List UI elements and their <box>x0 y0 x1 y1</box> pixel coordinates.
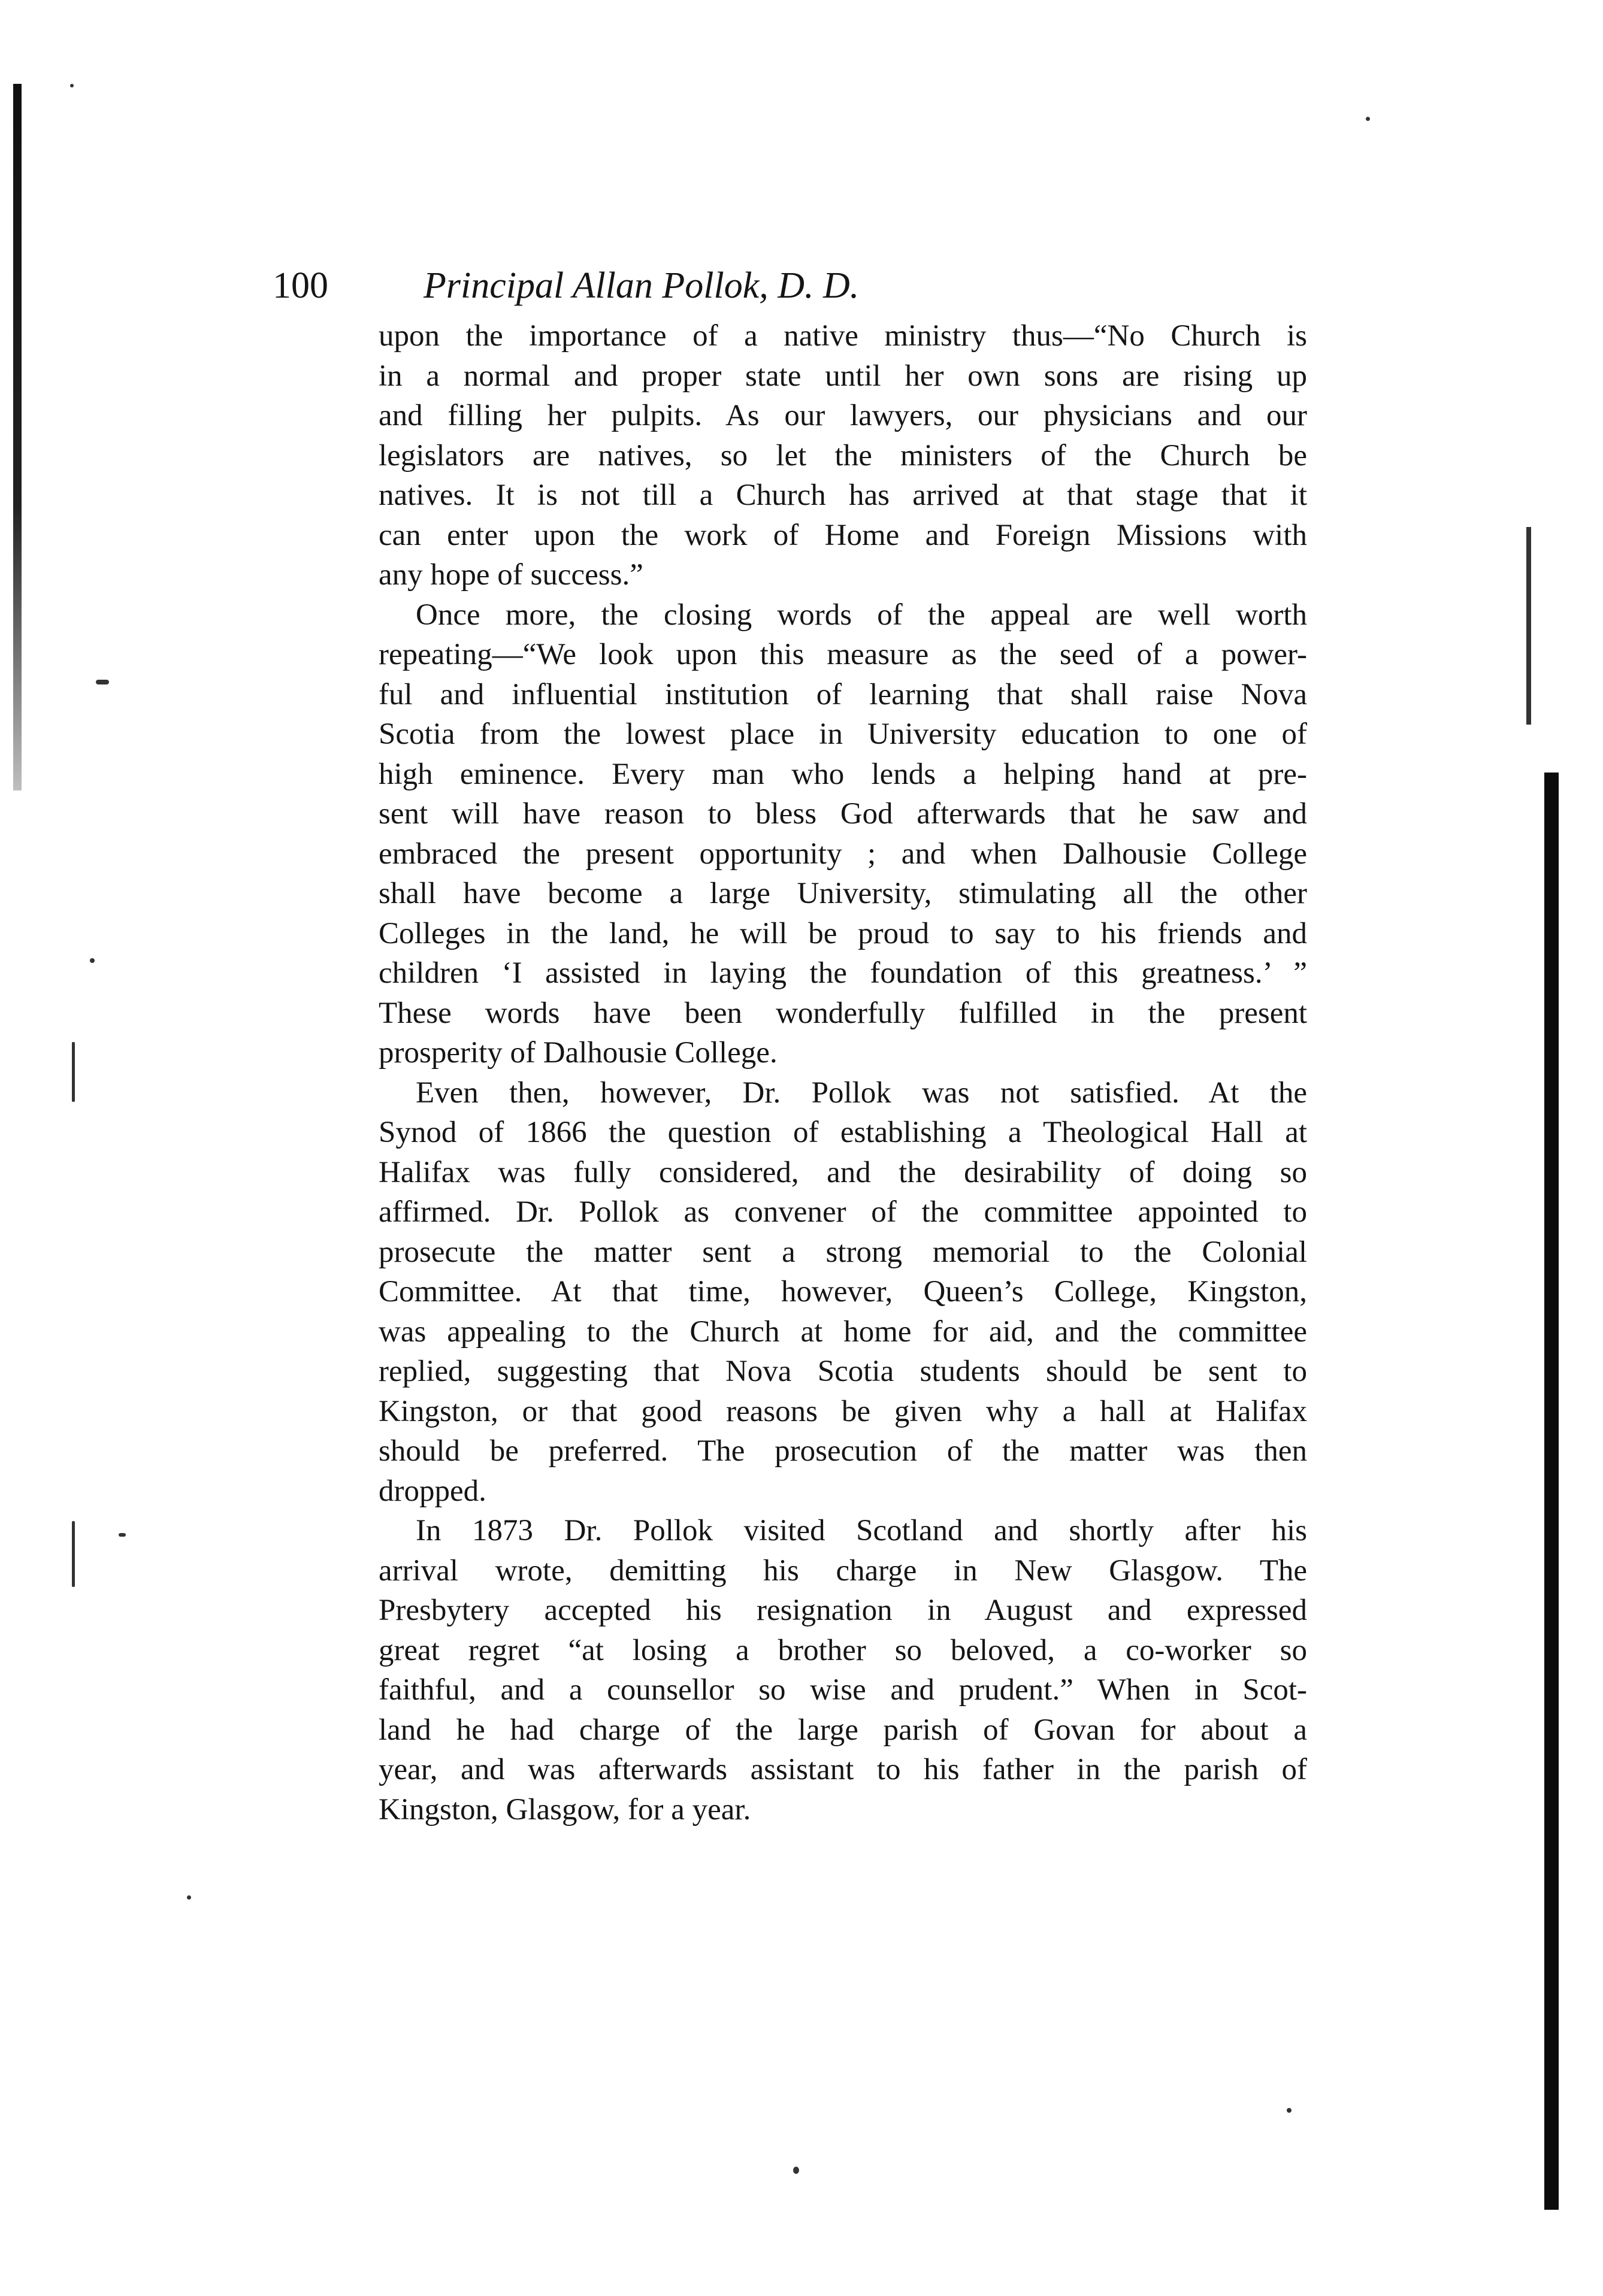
text-line: In 1873 Dr. Pollok visited Scotland and shortly after his <box>416 1514 1307 1547</box>
text-line: Halifax was fully considered, and the desirability of doing so <box>379 1155 1307 1189</box>
body-text <box>379 316 1307 1829</box>
text-line: natives. It is not till a Church has arrived at that stage that it <box>379 478 1307 512</box>
text-line: land he had charge of the large parish of Govan for about a <box>379 1713 1307 1747</box>
text-line: ful and influential institution of learning that shall raise Nova <box>379 677 1307 711</box>
text-line: Colleges in the land, he will be proud to say to his friends and <box>379 916 1307 950</box>
text-line: Kingston, Glasgow, for a year. <box>379 1792 751 1826</box>
text-line: prosecute the matter sent a strong memorial to the Colonial <box>379 1235 1307 1269</box>
text-line: was appealing to the Church at home for aid, and the committee <box>379 1314 1307 1349</box>
text-line: legislators are natives, so let the ministers of the Church be <box>379 438 1307 472</box>
text-line: children ‘I assisted in laying the foundation of this greatness.’ ” <box>379 956 1307 990</box>
scan-speck <box>72 1042 75 1102</box>
text-line: should be preferred. The prosecution of the matter was then <box>379 1434 1307 1468</box>
text-line: and filling her pulpits. As our lawyers, our physicians and our <box>379 399 1307 432</box>
left-scan-edge <box>13 84 22 790</box>
text-line: repeating—“We look upon this measure as the seed of a power- <box>379 638 1307 671</box>
text-line: can enter upon the work of Home and Foreign Missions with <box>379 518 1307 552</box>
scan-speck <box>119 1533 126 1537</box>
right-scan-edge-upper <box>1526 527 1531 725</box>
text-line: high eminence. Every man who lends a helping hand at pre- <box>379 757 1307 791</box>
text-line: Scotia from the lowest place in University education to one of <box>379 717 1307 751</box>
text-line: replied, suggesting that Nova Scotia students should be sent to <box>379 1355 1307 1388</box>
text-line: These words have been wonderfully fulfilled in the present <box>379 996 1307 1030</box>
text-line: dropped. <box>379 1474 486 1508</box>
scan-speck <box>1366 117 1370 121</box>
text-line: Once more, the closing words of the appeal are well worth <box>416 598 1307 632</box>
text-line: Committee. At that time, however, Queen’s College, Kingston, <box>379 1275 1307 1308</box>
scan-speck <box>70 84 74 87</box>
text-line: embraced the present opportunity ; and when Dalhousie College <box>379 837 1307 871</box>
text-line: Even then, however, Dr. Pollok was not satisfied. At the <box>416 1076 1307 1110</box>
text-line: in a normal and proper state until her own sons are rising up <box>379 359 1307 393</box>
text-line: upon the importance of a native ministry thus—“No Church is <box>379 319 1307 353</box>
scan-speck <box>90 958 95 963</box>
text-line: shall have become a large University, stimulating all the other <box>379 877 1307 910</box>
scan-speck <box>72 1521 75 1587</box>
scan-speck <box>1287 2108 1292 2113</box>
scan-speck <box>96 680 109 684</box>
text-line: Kingston, or that good reasons be given why a hall at Halifax <box>379 1394 1307 1428</box>
text-line: arrival wrote, demitting his charge in New Glasgow. The <box>379 1553 1307 1588</box>
text-line: sent will have reason to bless God afterwards that he saw and <box>379 797 1307 831</box>
text-line: Synod of 1866 the question of establishing a Theological Hall at <box>379 1116 1307 1149</box>
scan-speck <box>793 2167 799 2174</box>
text-line: faithful, and a counsellor so wise and prudent.” When in Scot- <box>379 1673 1307 1707</box>
page-number: 100 <box>273 265 328 306</box>
right-scan-edge <box>1544 773 1559 2210</box>
running-head <box>273 259 1333 313</box>
text-line: great regret “at losing a brother so beloved, a co-worker so <box>379 1633 1307 1667</box>
text-line: affirmed. Dr. Pollok as convener of the committee appointed to <box>379 1195 1307 1229</box>
text-line: Presbytery accepted his resignation in August and expressed <box>379 1594 1307 1627</box>
scan-speck <box>187 1895 191 1900</box>
text-line: prosperity of Dalhousie College. <box>379 1036 778 1070</box>
text-line: any hope of success.” <box>379 558 643 592</box>
text-line: year, and was afterwards assistant to his father in the parish of <box>379 1753 1307 1786</box>
running-title: Principal Allan Pollok, D. D. <box>424 265 860 306</box>
